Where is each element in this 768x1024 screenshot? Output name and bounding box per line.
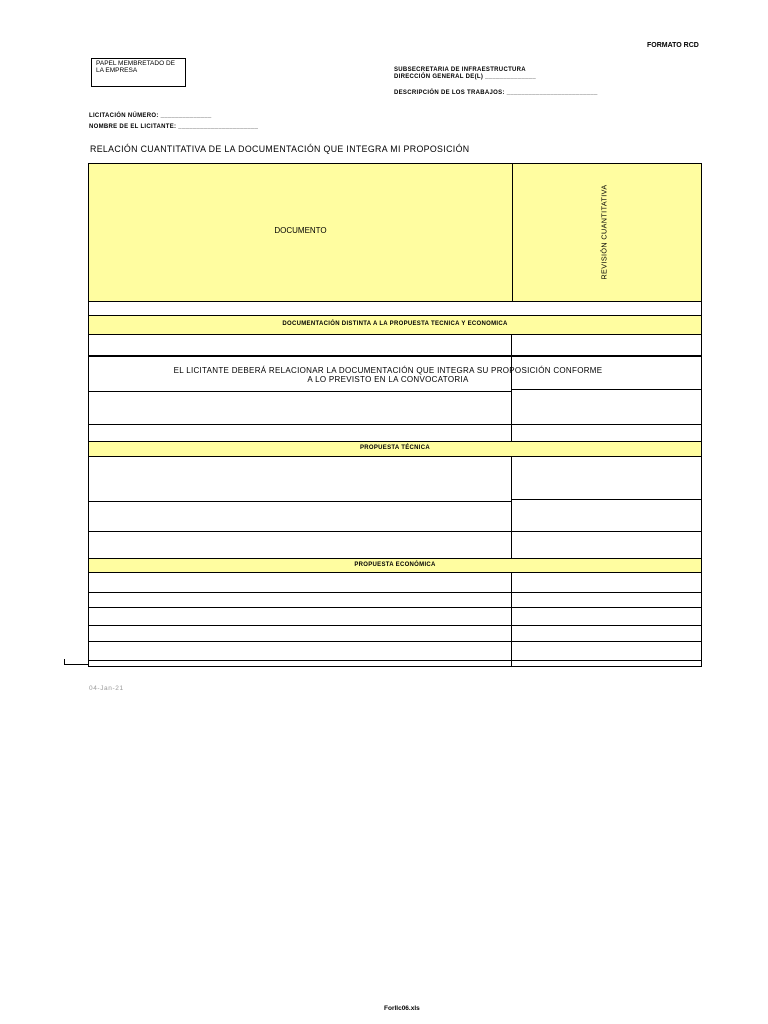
row-rule — [88, 355, 702, 357]
crop-mark — [64, 664, 89, 665]
crop-mark — [64, 659, 65, 665]
section-technical-label: PROPUESTA TÉCNICA — [359, 445, 431, 451]
column-divider — [511, 573, 512, 667]
row-rule — [88, 641, 702, 642]
row-rule — [88, 531, 702, 532]
row-rule — [88, 391, 512, 392]
row-rule — [88, 625, 702, 626]
row-rule — [88, 592, 702, 593]
column-divider — [511, 457, 512, 559]
format-code: FORMATO RCD — [647, 42, 699, 49]
page-title: RELACIÓN CUANTITATIVA DE LA DOCUMENTACIÓN QUE INTEGRA MI PROPOSICIÓN — [90, 144, 470, 154]
row-rule — [88, 660, 702, 661]
undersecretariat-label: SUBSECRETARIA DE INFRAESTRUCTURA — [394, 67, 526, 73]
row-rule — [512, 389, 702, 390]
column-divider — [511, 334, 512, 442]
instruction-text — [88, 366, 688, 384]
review-column-label: REVISIÓN CUANTITATIVA — [599, 184, 609, 280]
instruction-line: EL LICITANTE DEBERÁ RELACIONAR LA DOCUMENTACIÓN QUE INTEGRA SU PROPOSICIÓN CONFORME — [173, 366, 603, 375]
row-rule — [88, 424, 702, 425]
directorate-field: DIRECCIÓN GENERAL DE(L) ______________ — [394, 74, 537, 80]
instruction-line: A LO PREVISTO EN LA CONVOCATORIA — [307, 375, 469, 384]
table-bottom-border — [88, 666, 702, 667]
row-rule — [88, 501, 512, 502]
bid-number-field: LICITACIÓN NÚMERO: ______________ — [89, 113, 212, 119]
section-other-label: DOCUMENTACIÓN DISTINTA A LA PROPUESTA TECNICA Y ECONOMICA — [282, 321, 508, 327]
bidder-name-field: NOMBRE DE EL LICITANTE: ______________________ — [89, 124, 259, 130]
file-name: Forllc06.xls — [384, 1005, 420, 1012]
document-column-label: DOCUMENTO — [274, 226, 327, 235]
row-rule — [512, 499, 702, 500]
letterhead-label: PAPEL MEMBRETADO DE LA EMPRESA — [96, 60, 175, 74]
print-date: 04-Jan-21 — [89, 685, 124, 692]
section-economic-label: PROPUESTA ECONÓMICA — [354, 562, 436, 568]
row-rule — [88, 607, 702, 608]
works-description-field: DESCRIPCIÓN DE LOS TRABAJOS: _________________________ — [394, 90, 598, 96]
